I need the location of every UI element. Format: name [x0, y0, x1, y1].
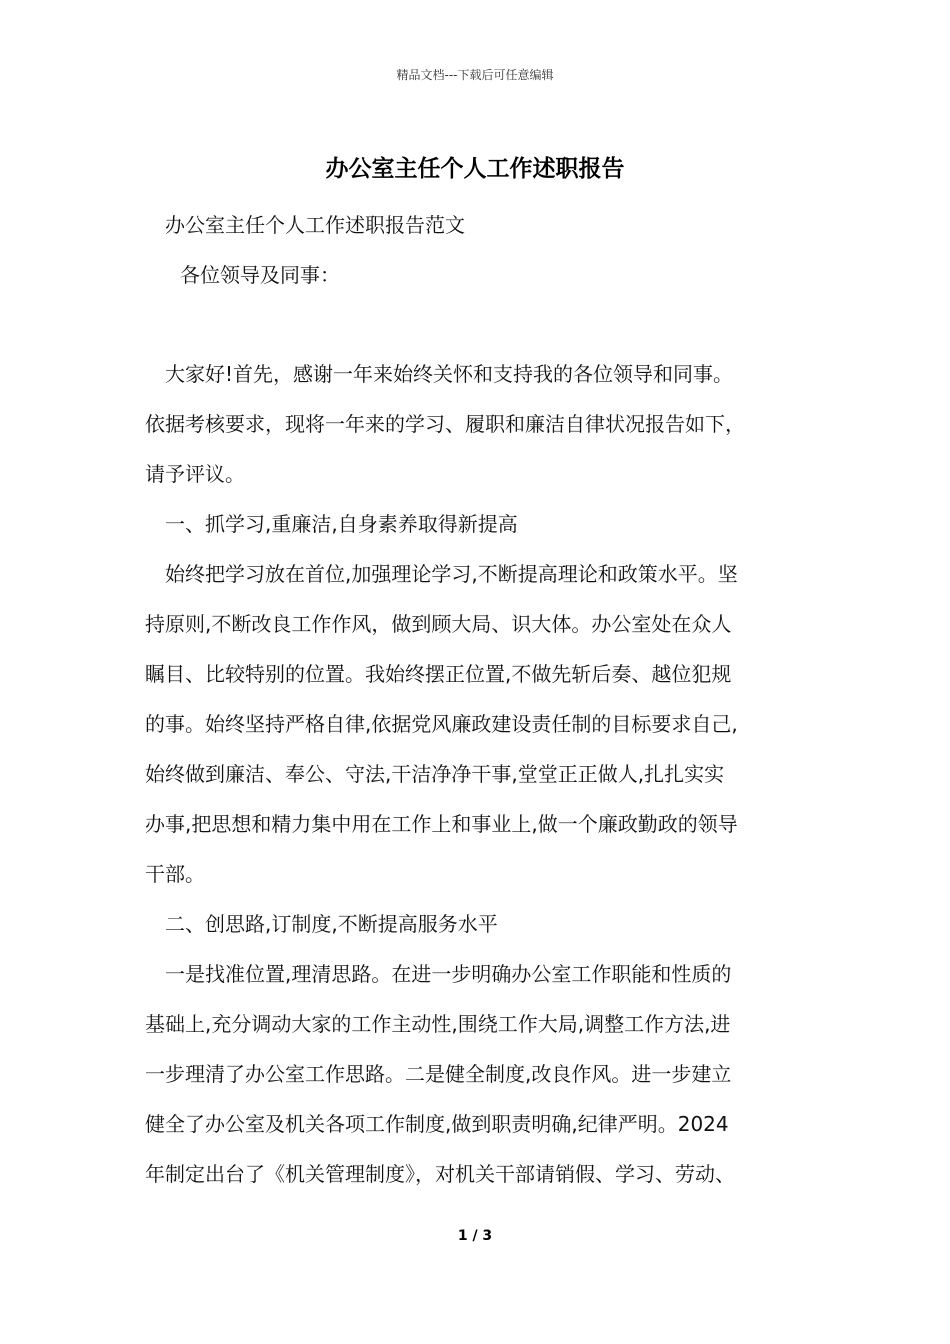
section-heading: 一、抓学习,重廉洁,自身素养取得新提高 — [165, 512, 518, 536]
paragraph-line: 始终把学习放在首位,加强理论学习,不断提高理论和政策水平。坚 — [165, 562, 738, 586]
paragraph-line: 干部。 — [145, 862, 205, 886]
paragraph-line: 一步理清了办公室工作思路。二是健全制度,改良作风。进一步建立 — [145, 1062, 732, 1086]
paragraph-line: 大家好!首先，感谢一年来始终关怀和支持我的各位领导和同事。 — [165, 362, 734, 386]
paragraph-line: 瞩目、比较特别的位置。我始终摆正位置,不做先斩后奏、越位犯规 — [145, 662, 732, 686]
paragraph-line: 依据考核要求，现将一年来的学习、履职和廉洁自律状况报告如下， — [145, 412, 745, 436]
paragraph-line: 办事,把思想和精力集中用在工作上和事业上,做一个廉政勤政的领导 — [145, 812, 738, 836]
paragraph-line: 健全了办公室及机关各项工作制度,做到职责明确,纪律严明。2024 — [145, 1112, 729, 1136]
salutation-line: 各位领导及同事： — [180, 263, 340, 287]
paragraph-line: 的事。始终坚持严格自律,依据党风廉政建设责任制的目标要求自己, — [145, 712, 738, 736]
paragraph-line: 年制定出台了《机关管理制度》，对机关干部请销假、学习、劳动、 — [145, 1162, 735, 1186]
document-title: 办公室主任个人工作述职报告 — [325, 156, 625, 182]
section-heading: 二、创思路,订制度,不断提高服务水平 — [165, 912, 498, 936]
paragraph-line: 一是找准位置,理清思路。在进一步明确办公室工作职能和性质的 — [165, 962, 732, 986]
paragraph-line: 请予评议。 — [145, 462, 245, 486]
paragraph-line: 持原则,不断改良工作作风，做到顾大局、识大体。办公室处在众人 — [145, 612, 732, 636]
page-header: 精品文档---下载后可任意编辑 — [396, 68, 554, 82]
page-number: 1 / 3 — [457, 1228, 493, 1244]
paragraph-line: 始终做到廉洁、奉公、守法,干洁净净干事,堂堂正正做人,扎扎实实 — [145, 762, 725, 786]
paragraph-line: 基础上,充分调动大家的工作主动性,围绕工作大局,调整工作方法,进 — [145, 1012, 731, 1036]
subtitle-line: 办公室主任个人工作述职报告范文 — [165, 213, 465, 237]
